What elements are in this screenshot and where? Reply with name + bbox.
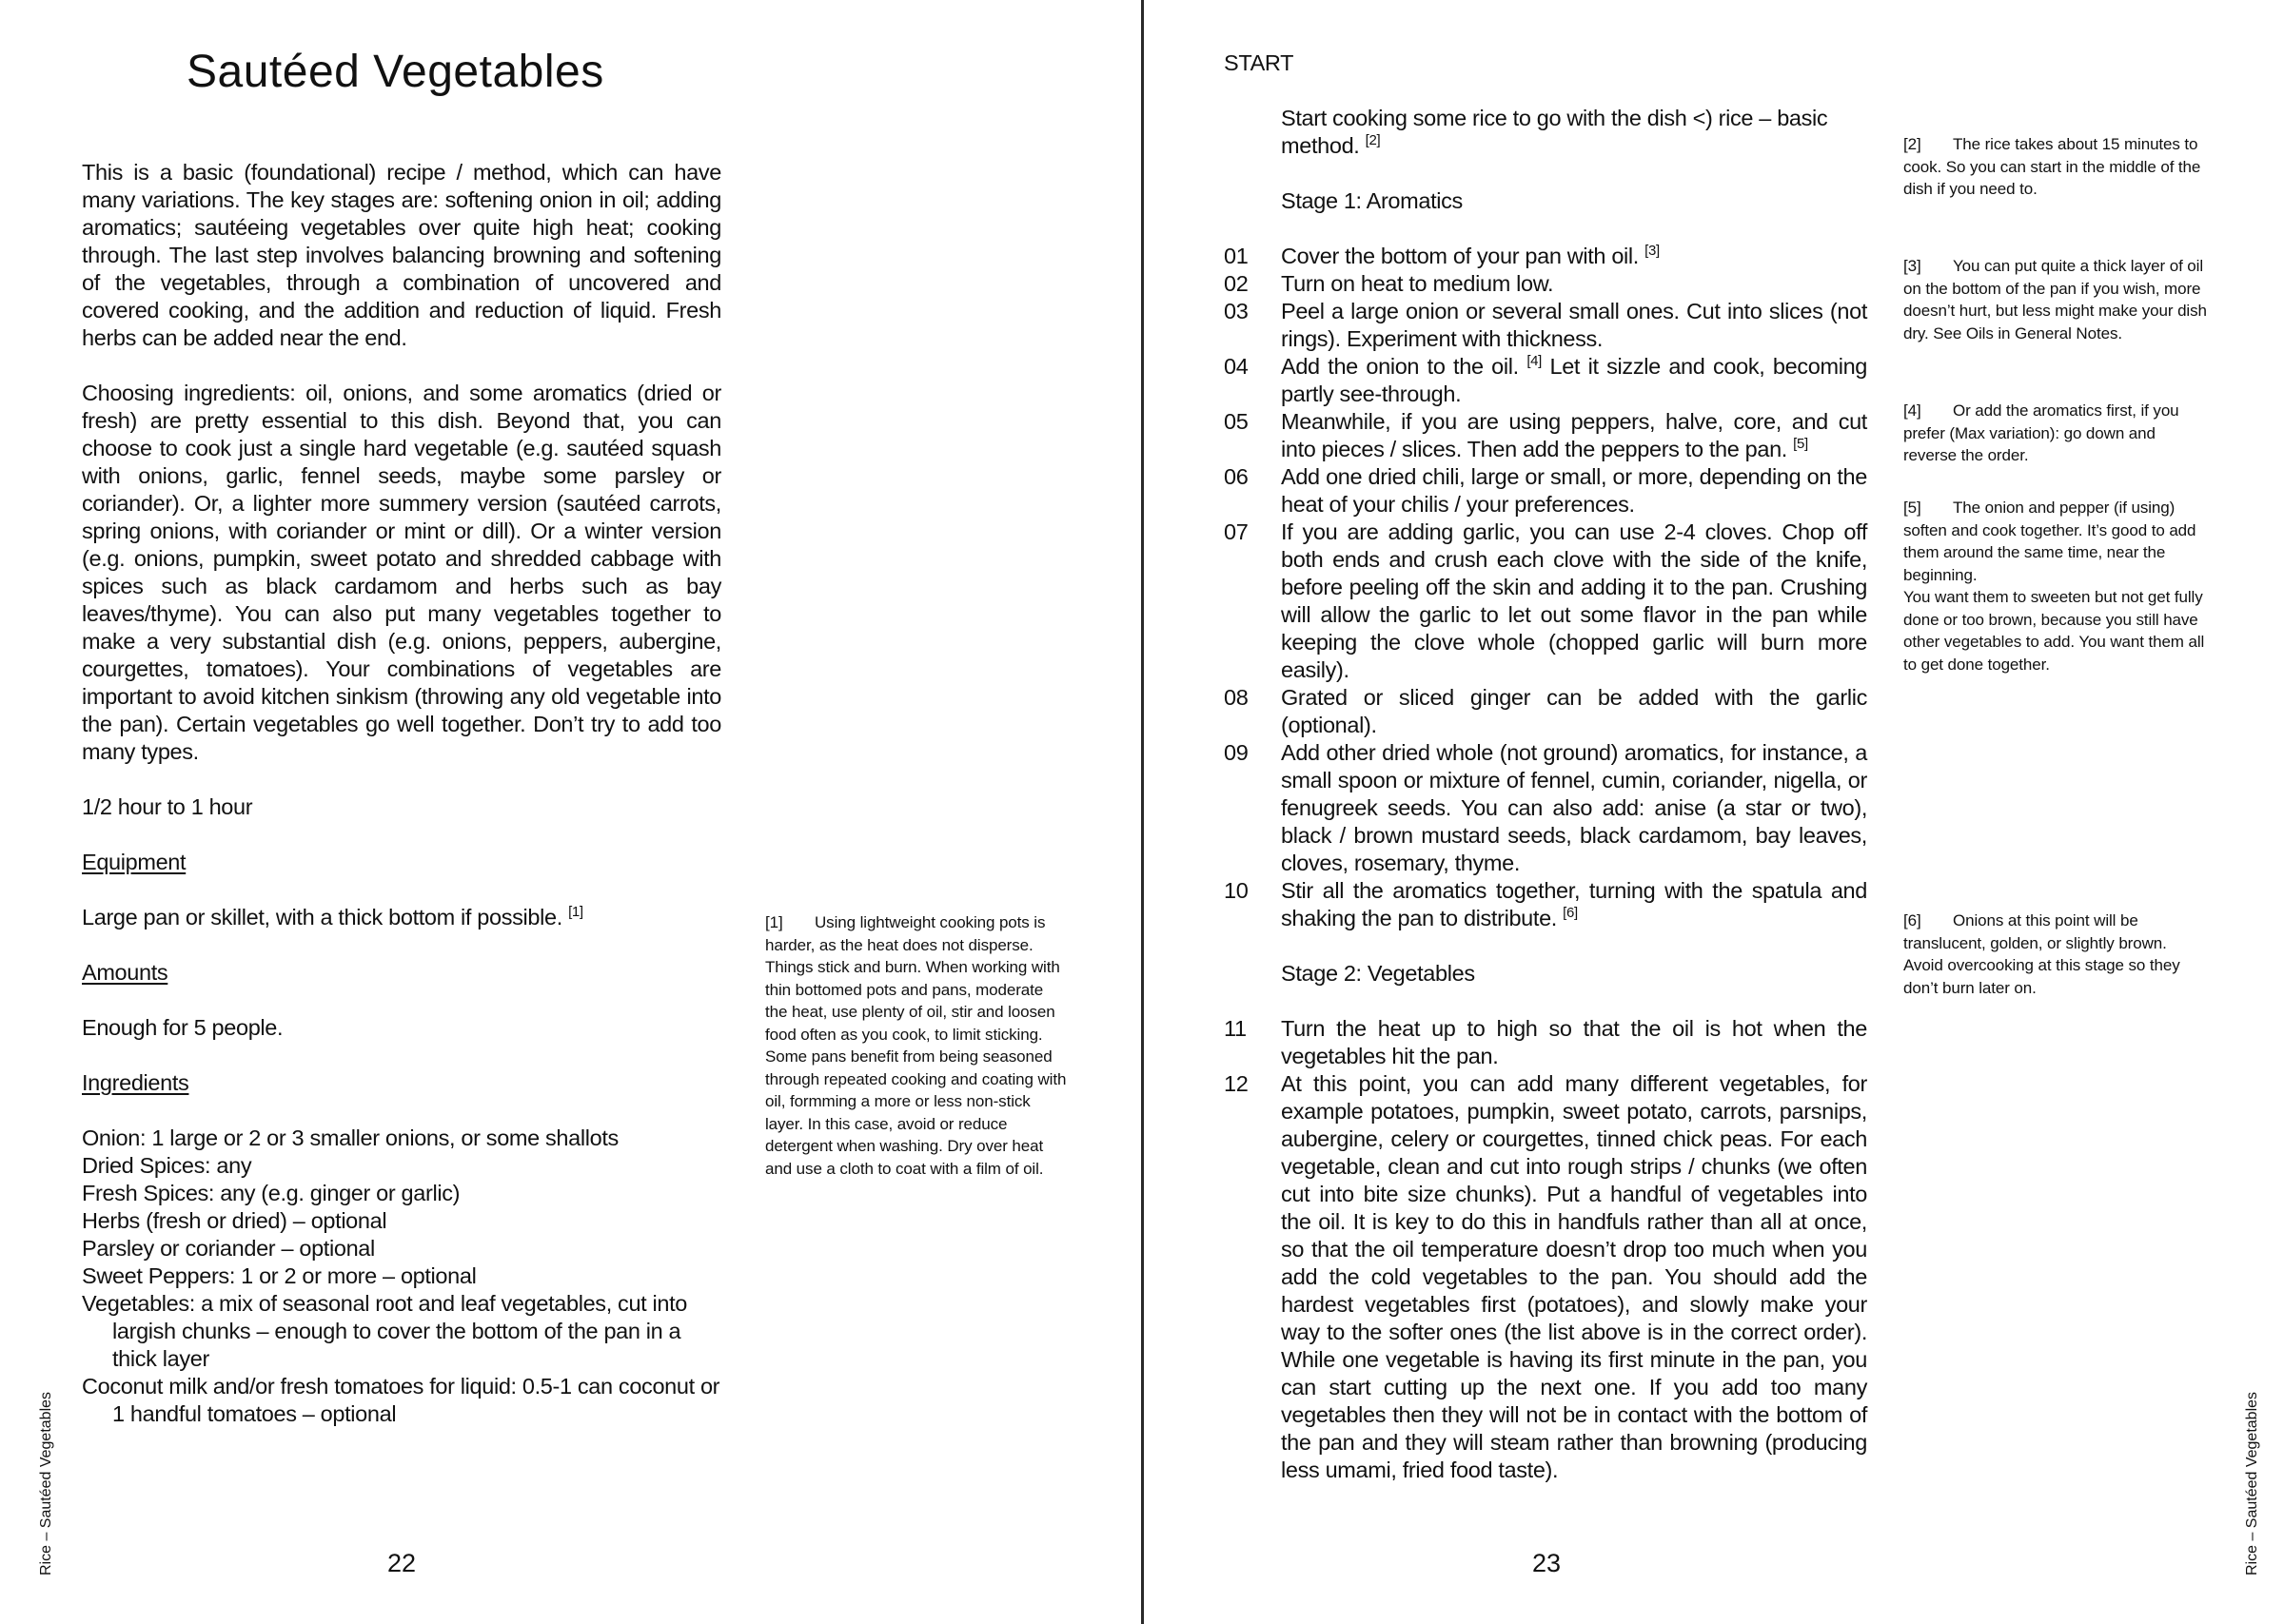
step-10 [1224, 877, 1867, 932]
ingredient-item: Onion: 1 large or 2 or 3 smaller onions, or some shallots [82, 1125, 619, 1150]
footnote-1-ref: [1] [765, 913, 783, 931]
footnote-3-ref: [3] [1903, 257, 1921, 275]
start-label: START [1224, 50, 1294, 75]
footnote-ref-5[interactable]: [5] [1793, 436, 1808, 452]
footnote-6-ref: [6] [1903, 911, 1921, 929]
footnote-5-text: The onion and pepper (if using) soften and cook together. It’s good to add them around the same time, near the beginning. [1903, 499, 2196, 584]
ingredient-item: Sweet Peppers: 1 or 2 or more – optional [82, 1263, 477, 1288]
step-number: 09 [1224, 740, 1249, 765]
step-text [1281, 408, 1867, 463]
footnote-2-ref: [2] [1903, 135, 1921, 153]
footnote-2 [1903, 133, 2208, 201]
page-title: Sautéed Vegetables [187, 47, 604, 97]
step-text: At this point, you can add many different vegetables, for example potatoes, pumpkin, sweet potato, carrots, parsnips, aubergine, celery or courgettes, tinned chick peas. For each vegetable, clean and cut into rough strips / chunks (we often cut into bite size chunks). Put a handful of vegetables into the oil. It is key to do this in handfuls rather than all at once, so that the oil temperature doesn’t drop too much when you add the cold vegetables to the pan. You should add the hardest vegetables first (potatoes), and slowly make your way to the softer ones (the list above is in the correct order). While one vegetable is having its first minute in the pan, you can start cutting up the next one. If you add too many vegetables then they will not be in contact with the bottom of the pan and they will steam rather than browning (producing less umami, fried food taste). [1281, 1071, 1867, 1482]
ingredient-item: Herbs (fresh or dried) – optional [82, 1208, 387, 1233]
footnote-1-text: Using lightweight cooking pots is harder, as the heat does not disperse. Things stick and burn. When working with thin bottomed pots and pans, moderate the heat, use plenty of oil, stir and loosen food often as you cook, to limit sticking. Some pans benefit from being seasoned through repeated cooking and coating with oil, formming a more or less non-stick layer. In this case, avoid or reduce detergent when washing. Dry over heat and use a cloth to coat with a film of oil. [765, 913, 1067, 1178]
step-text: If you are adding garlic, you can use 2-4 cloves. Chop off both ends and crush each clove with the side of the knife, before peeling off the skin and adding it to the pan. Crushing will allow the garlic to let out some flavor in the pan while keeping the clove whole (chopped garlic will burn more easily). [1281, 519, 1867, 682]
step-07 [1224, 519, 1867, 684]
footnote-5-text-continued: You want them to sweeten but not get fully done or too brown, because you still have other vegetables to add. You want them all to get done together. [1903, 588, 2205, 674]
step-text: Turn the heat up to high so that the oil is hot when the vegetables hit the pan. [1281, 1016, 1867, 1068]
step-body: Stir all the aromatics together, turning with the spatula and shaking the pan to distribute. [1281, 878, 1867, 930]
start-instruction [1224, 105, 1867, 160]
step-01 [1224, 243, 1867, 270]
footnote-6-text: Onions at this point will be translucent, golden, or slightly brown. Avoid overcooking at this stage so they don’t burn later on. [1903, 911, 2180, 997]
step-number: 04 [1224, 354, 1249, 379]
step-number: 08 [1224, 685, 1249, 710]
ingredient-item: Parsley or coriander – optional [82, 1236, 375, 1261]
ingredients-heading: Ingredients [82, 1070, 189, 1095]
left-main-column [82, 159, 721, 1428]
stage-2-heading: Stage 2: Vegetables [1281, 961, 1475, 986]
step-text: Peel a large onion or several small ones. Cut into slices (not rings). Experiment with thickness. [1281, 299, 1867, 351]
step-12 [1224, 1070, 1867, 1484]
step-number: 12 [1224, 1071, 1249, 1096]
start-text: Start cooking some rice to go with the dish <) rice – basic method. [1281, 106, 1828, 158]
step-number: 02 [1224, 271, 1249, 296]
step-11 [1224, 1015, 1867, 1070]
step-05 [1224, 408, 1867, 463]
ingredient-item: Coconut milk and/or fresh tomatoes for liquid: 0.5-1 can coconut or 1 handful tomatoes – optional [82, 1374, 720, 1426]
footnote-3-text: You can put quite a thick layer of oil on the bottom of the pan if you wish, more doesn’t hurt, but less might make your dish dry. See Oils in General Notes. [1903, 257, 2207, 342]
choosing-ingredients-paragraph: Choosing ingredients: oil, onions, and some aromatics (dried or fresh) are pretty essential to this dish. Beyond that, you can choose to cook just a single hard vegetable (e.g. sautéed squash with onions, garlic, fennel seeds, maybe some parsley or coriander). Or, a lighter more summery version (sautéed carrots, spring onions, with coriander or mint or dill). Or a winter version (e.g. onions, pumpkin, sweet potato and shredded cabbage with spices such as black cardamom and herbs such as bay leaves/thyme). You can also put many vegetables together to make a very substantial dish (e.g. onions, peppers, aubergine, courgettes, tomatoes). Your combinations of vegetables are important to avoid kitchen sinkism (throwing any old vegetable into the pan). Certain vegetables go well together. Don’t try to add too many types. [82, 381, 721, 764]
step-body: Cover the bottom of your pan with oil. [1281, 244, 1639, 268]
page-22 [0, 0, 1141, 1624]
step-number: 07 [1224, 519, 1249, 544]
footnote-ref-4[interactable]: [4] [1526, 353, 1542, 369]
stage-1-heading: Stage 1: Aromatics [1281, 188, 1463, 213]
step-number: 03 [1224, 299, 1249, 323]
page-number-23: 23 [1532, 1549, 1562, 1577]
step-body: Meanwhile, if you are using peppers, halve, core, and cut into pieces / slices. Then add the peppers to the pan. [1281, 409, 1867, 461]
step-text: Turn on heat to medium low. [1281, 271, 1554, 296]
step-number: 06 [1224, 464, 1249, 489]
equipment-heading: Equipment [82, 850, 187, 874]
footnote-5-ref: [5] [1903, 499, 1921, 517]
amounts-heading: Amounts [82, 960, 168, 985]
step-text [1281, 353, 1867, 408]
step-number: 05 [1224, 409, 1249, 434]
footnote-ref-1[interactable]: [1] [568, 904, 583, 920]
ingredient-item: Vegetables: a mix of seasonal root and leaf vegetables, cut into largish chunks – enough to cover the bottom of the pan in a thick layer [82, 1291, 688, 1371]
stage-1-steps [1224, 243, 1867, 932]
equipment-text [82, 904, 721, 931]
step-text: Add other dried whole (not ground) aromatics, for instance, a small spoon or mixture of fennel, cumin, coriander, nigella, or fenugreek seeds. You can also add: anise (a star or two), black / brown mustard seeds, black cardamom, bay leaves, cloves, rosemary, thyme. [1281, 740, 1867, 875]
step-04 [1224, 353, 1867, 408]
page-number-22: 22 [387, 1549, 417, 1577]
stage-2-steps [1224, 1015, 1867, 1484]
footnote-5 [1903, 497, 2208, 675]
intro-paragraph: This is a basic (foundational) recipe / method, which can have many variations. The key stages are: softening onion in oil; adding aromatics; sautéeing vegetables over quite high heat; cooking through. The last step involves balancing browning and softening of the vegetables, through a combination of uncovered and covered cooking, and the addition and reduction of liquid. Fresh herbs can be added near the end. [82, 160, 721, 350]
right-main-column [1224, 105, 1867, 1484]
step-body-continued: Let it sizzle and cook, becoming partly see-through. [1281, 354, 1868, 406]
amounts-text: Enough for 5 people. [82, 1015, 284, 1040]
footnote-4-text: Or add the aromatics first, if you prefer (Max variation): go down and reverse the order. [1903, 401, 2179, 464]
step-text: Add one dried chili, large or small, or more, depending on the heat of your chilis / your preferences. [1281, 464, 1867, 517]
footnote-ref-3[interactable]: [3] [1644, 243, 1660, 259]
running-side-label-right: Rice – Sautéed Vegetables [2244, 1391, 2260, 1575]
footnote-3 [1903, 255, 2208, 344]
footnote-1 [765, 911, 1068, 1180]
cooking-time: 1/2 hour to 1 hour [82, 794, 253, 819]
ingredient-item: Dried Spices: any [82, 1153, 252, 1178]
page-23 [1144, 0, 2284, 1624]
step-text [1281, 243, 1867, 270]
running-side-label-left: Rice – Sautéed Vegetables [38, 1391, 54, 1575]
footnote-4 [1903, 400, 2208, 467]
footnote-ref-6[interactable]: [6] [1563, 905, 1578, 921]
step-number: 10 [1224, 878, 1249, 903]
equipment-description: Large pan or skillet, with a thick bottom if possible. [82, 905, 562, 929]
footnote-2-text: The rice takes about 15 minutes to cook. So you can start in the middle of the dish if you need to. [1903, 135, 2201, 198]
footnote-6 [1903, 910, 2208, 999]
step-number: 01 [1224, 244, 1249, 268]
step-09 [1224, 739, 1867, 877]
ingredient-item: Fresh Spices: any (e.g. ginger or garlic) [82, 1181, 461, 1205]
step-06 [1224, 463, 1867, 519]
step-08 [1224, 684, 1867, 739]
step-text: Grated or sliced ginger can be added with the garlic (optional). [1281, 685, 1867, 737]
footnote-ref-2[interactable]: [2] [1365, 132, 1381, 148]
step-body: Add the onion to the oil. [1281, 354, 1519, 379]
step-02 [1224, 270, 1867, 298]
footnote-4-ref: [4] [1903, 401, 1921, 420]
step-text [1281, 877, 1867, 932]
step-number: 11 [1224, 1016, 1247, 1041]
step-03 [1224, 298, 1867, 353]
ingredients-list [82, 1125, 721, 1428]
